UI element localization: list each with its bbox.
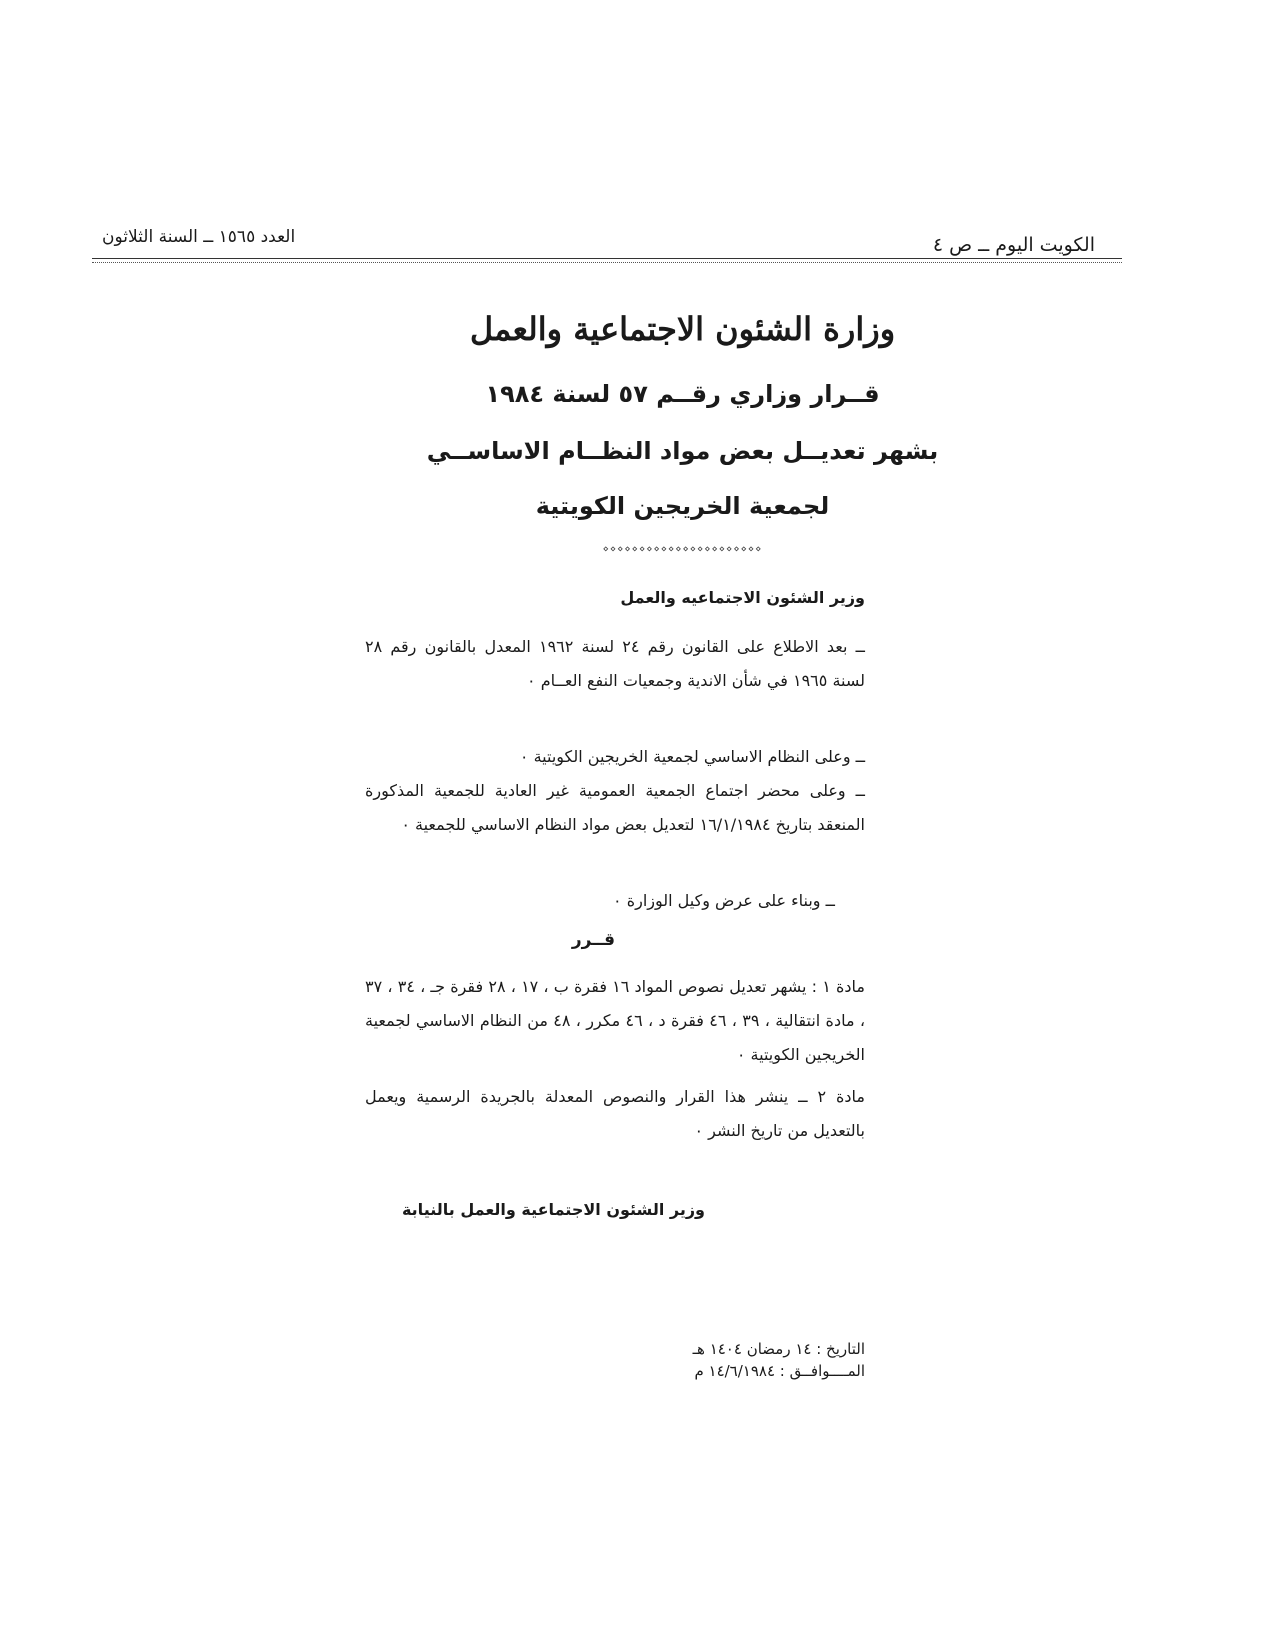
header-issue-year: العدد ١٥٦٥ ــ السنة الثلاثون	[102, 227, 296, 247]
signature-line: وزير الشئون الاجتماعية والعمل بالنيابة	[401, 1200, 705, 1219]
date-block	[693, 1338, 865, 1382]
preamble-paragraph: ــ وبناء على عرض وكيل الوزارة ٠	[613, 891, 835, 910]
article-paragraph: مادة ٢ ــ ينشر هذا القرار والنصوص المعدلة بالجريدة الرسمية ويعمل بالتعديل من تاريخ النشر ٠	[365, 1087, 866, 1140]
preamble-paragraph: ــ وعلى النظام الاساسي لجمعية الخريجين الكويتية ٠	[519, 747, 865, 766]
preamble-paragraph: ــ وعلى محضر اجتماع الجمعية العمومية غير العادية للجمعية المذكورة المنعقد بتاريخ ١٦/١/١٩٨٤ لتعديل بعض مواد النظام الاساسي للجمعية ٠	[365, 781, 865, 834]
date-hijri: التاريخ : ١٤ رمضان ١٤٠٤ هـ	[692, 1340, 865, 1358]
header-rule-dotted	[92, 262, 1122, 263]
article-paragraph: مادة ١ : يشهر تعديل نصوص المواد ١٦ فقرة ب ، ١٧ ، ٢٨ فقرة جـ ، ٣٤ ، ٣٧ ، مادة انتقالية ، ٣٩ ، ٤٦ فقرة د ، ٤٦ مكرر ، ٤٨ من النظام الاساسي لجمعية الخريجين الكويتية ٠	[365, 977, 865, 1064]
decree-title: قــرار وزاري رقــم ٥٧ لسنة ١٩٨٤	[485, 380, 880, 408]
preamble-paragraph: ــ بعد الاطلاع على القانون رقم ٢٤ لسنة ١٩٦٢ المعدل بالقانون رقم ٢٨ لسنة ١٩٦٥ في شأن الاندية وجمعيات النفع العــام ٠	[365, 637, 865, 690]
date-gregorian: المــــوافــق : ١٤/٦/١٩٨٤ م	[694, 1362, 865, 1380]
ornament-separator: ⋄⋄⋄⋄⋄⋄⋄⋄⋄⋄⋄⋄⋄⋄⋄⋄⋄⋄⋄⋄⋄⋄	[602, 544, 763, 555]
decree-subject: بشهر تعديــل بعض مواد النظــام الاساســي	[426, 437, 939, 465]
header-rule	[92, 258, 1122, 259]
minister-label: وزير الشئون الاجتماعيه والعمل	[620, 588, 865, 607]
ministry-heading: وزارة الشئون الاجتماعية والعمل	[469, 310, 896, 348]
decree-association: لجمعية الخريجين الكويتية	[535, 492, 830, 520]
decided-heading: قــرر	[571, 930, 615, 950]
header-gazette-page: الكويت اليوم ــ ص ٤	[932, 234, 1095, 256]
